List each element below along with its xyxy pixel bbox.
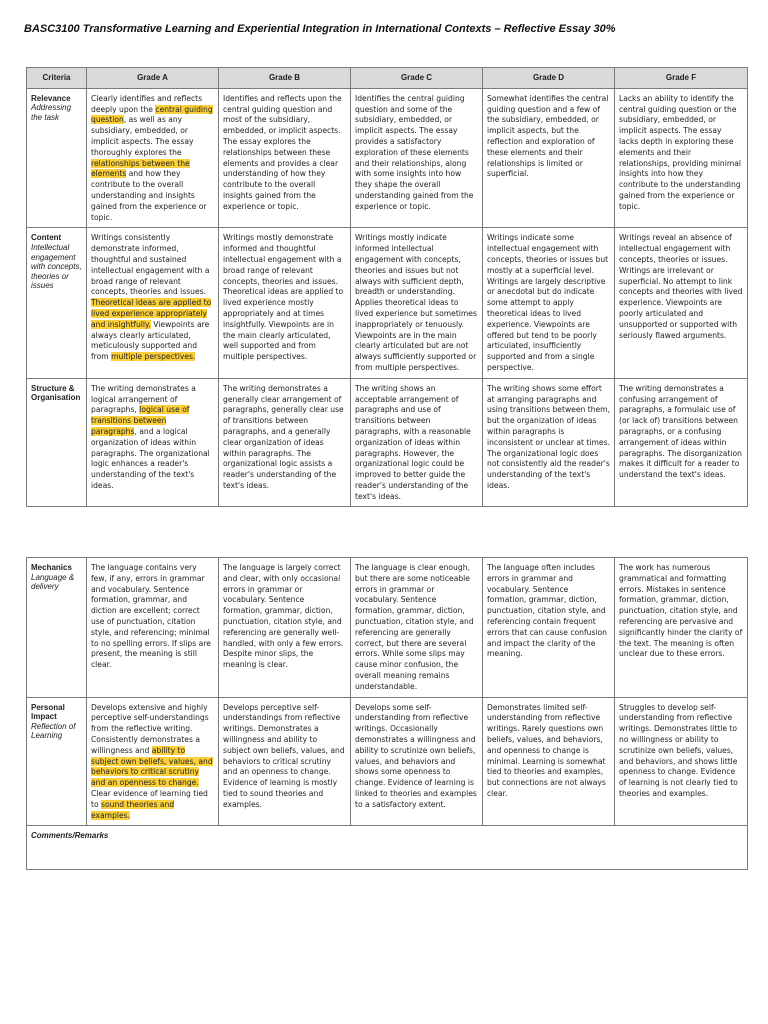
criterion-cell	[27, 228, 87, 378]
header-grade-d: Grade D	[483, 68, 615, 89]
grade-f-descriptor	[615, 697, 748, 826]
descriptor-text: Somewhat identifies the central guiding question and a few of the subsidiary, embedded, or implicit aspects, but the reflection and exploration of these elements and their relationships is limited or superficial.	[487, 93, 609, 179]
criterion-row	[27, 697, 748, 826]
comments-label: Comments/Remarks	[31, 831, 109, 841]
descriptor-text: The language contains very few, if any, errors in grammar and vocabulary. Sentence formation, grammar, and diction are excellent; correct use of punctuation, citation style, and referencing; minimal to no spelling errors. If slips are present, the meaning is still clear.	[91, 563, 211, 670]
grade-a-descriptor	[87, 697, 219, 826]
criterion-cell	[27, 378, 87, 507]
grade-d-descriptor	[483, 228, 615, 378]
header-row	[27, 68, 748, 89]
grade-c-descriptor	[351, 697, 483, 826]
grade-b-descriptor	[219, 228, 351, 378]
descriptor-text: The writing demonstrates a confusing arrangement of paragraphs, a formulaic use of (or lack of) transitions between paragraphs, or a confusing arrangement of ideas within paragraphs. The disorganization makes it difficult for a reader to understand the text's ideas.	[619, 383, 742, 480]
grade-c-descriptor	[351, 378, 483, 507]
descriptor-text: Lacks an ability to identify the central guiding question or the subsidiary, embedded, or implicit aspects. The essay lacks depth in exploring these elements and their relationships, providing minimal insights into how they contribute to the understanding gained from the experience or topic.	[619, 93, 742, 211]
criterion-cell	[27, 558, 87, 698]
grade-a-descriptor	[87, 228, 219, 378]
criterion-name: Personal Impact	[31, 702, 65, 722]
descriptor-text: and how they contribute to the overall understanding and insights gained from the experience or topic.	[91, 169, 207, 222]
descriptor-text: Develops perceptive self-understandings from reflective writings. Demonstrates a willingness and ability to subject own beliefs, values, and behaviors to critical scrutiny and an openness to change. Evidence of learning is mostly tied to sound theories and examples.	[223, 702, 345, 809]
rubric-table-page-1	[26, 67, 748, 507]
descriptor-text: , and a logical organization of ideas within paragraphs. The organizational logic enhances a reader's understanding of the text's ideas.	[91, 426, 210, 490]
descriptor-text: Develops extensive and highly perceptive self-understandings from the reflective writing. Consistently demonstrates a willingness and	[91, 702, 209, 755]
descriptor-text: Clear evidence of learning tied to	[91, 788, 208, 809]
grade-d-descriptor	[483, 558, 615, 698]
criterion-subtitle: Reflection of Learning	[31, 721, 76, 741]
descriptor-text: The language is clear enough, but there are some noticeable errors in grammar or vocabulary. Sentence formation, grammar, diction, punctuation, citation style, and referencing are generally correct, but there are several errors. While some slips may cause minor confusion, the overall meaning remains understandable.	[355, 563, 474, 691]
highlighted-text: sound theories and examples.	[91, 799, 175, 820]
criterion-row	[27, 228, 748, 378]
descriptor-text: Demonstrates limited self-understanding from reflective writings. Rarely questions own beliefs, values, and behaviors, and openness to change is minimal. Learning is somewhat tied to theories and examples, but connections are not always clear.	[487, 702, 606, 798]
highlighted-text: multiple perspectives.	[111, 352, 196, 362]
criterion-subtitle: Intellectual engagement with concepts, theories or issues	[31, 242, 82, 291]
highlighted-text: relationships between the elements	[91, 158, 190, 179]
header-grade-c: Grade C	[351, 68, 483, 89]
criterion-name: Content	[31, 233, 62, 243]
grade-b-descriptor	[219, 558, 351, 698]
header-grade-f: Grade F	[615, 68, 748, 89]
criterion-subtitle: Language & delivery	[31, 572, 75, 592]
descriptor-text: Develops some self-understanding from reflective writings. Occasionally demonstrates a willingness and ability to scrutinize own beliefs, values, and behaviors and shows some openness to change. Evidence of learning is linked to theories and examples to a satisfactory extent.	[355, 702, 477, 809]
header-criteria: Criteria	[27, 68, 87, 89]
highlighted-text: Theoretical ideas are applied to lived experience appropriately and insightfully.	[91, 298, 212, 329]
rubric-table-page-2	[26, 557, 748, 870]
grade-c-descriptor	[351, 88, 483, 228]
criterion-cell	[27, 697, 87, 826]
grade-b-descriptor	[219, 378, 351, 507]
descriptor-text: The writing demonstrates a generally clear arrangement of paragraphs, generally clear use of transitions between paragraphs, and a generally clear organization of ideas within paragraphs. The organizational logic assists a reader's understanding of the text's ideas.	[223, 383, 344, 490]
descriptor-text: Viewpoints are always clearly articulated, meticulously supported and from	[91, 319, 210, 362]
comments-cell[interactable]	[27, 826, 748, 870]
comments-row	[27, 826, 748, 870]
header-grade-b: Grade B	[219, 68, 351, 89]
descriptor-text: The language is largely correct and clear, with only occasional errors in grammar or vocabulary. Sentence formation, grammar, diction, punctuation, citation style, and referencing are generally well-handled, with only a few errors. Despite minor slips, the meaning is clear.	[223, 563, 344, 670]
descriptor-text: Identifies the central guiding question and some of the subsidiary, embedded, or implicit aspects. The essay provides a satisfactory exploration of these elements and their relationships, along with some insights into how they shape the overall understanding gained from the experience or topic.	[355, 93, 474, 211]
grade-f-descriptor	[615, 88, 748, 228]
grade-f-descriptor	[615, 378, 748, 507]
highlighted-text: ability to subject own beliefs, values, and behaviors to critical scrutiny and an openness to change.	[91, 745, 213, 788]
criterion-name: Mechanics	[31, 563, 72, 572]
descriptor-text: Writings reveal an absence of intellectual engagement with concepts, theories or issues. Writings are irrelevant or superficial. No attempt to link concepts and theories with lived experience. Viewpoints are poorly articulated and unsupported or supported with seriously flawed arguments.	[619, 233, 743, 340]
grade-f-descriptor	[615, 228, 748, 378]
grade-c-descriptor	[351, 228, 483, 378]
criterion-row	[27, 88, 748, 228]
grade-d-descriptor	[483, 378, 615, 507]
grade-f-descriptor	[615, 558, 748, 698]
grade-b-descriptor	[219, 697, 351, 826]
descriptor-text: Struggles to develop self-understanding from reflective writings. Demonstrates little to no willingness or ability to scrutinize own beliefs, values, and behaviors, and shows little openness to change. Evidence of learning is not clearly tied to theories and examples.	[619, 702, 738, 798]
descriptor-text: Writings mostly indicate informed intellectual engagement with concepts, theories and issues but not always with sufficient depth, breadth or understanding. Applies theoretical ideas to lived experience but sometimes inappropriately or tenuously. Viewpoints are in the main clearly articulated but are not always sufficiently supported or from multiple perspectives.	[355, 233, 477, 372]
criterion-row	[27, 558, 748, 698]
descriptor-text: The writing shows an acceptable arrangement of paragraphs and use of transitions between paragraphs, with a reasonable organization of ideas within paragraphs. However, the organizational logic could be improved to better guide the reader's understanding of the text's ideas.	[355, 383, 471, 501]
descriptor-text: , as well as any subsidiary, embedded, or implicit aspects. The essay thoroughly explores the	[91, 115, 194, 157]
descriptor-text: Writings mostly demonstrate informed and thoughtful intellectual engagement with a broad range of relevant concepts, theories and issues. Theoretical ideas are applied to lived experience mostly appropriately and at times insightfully. Viewpoints are in the main clearly articulated, well supported and from multiple perspectives.	[223, 233, 344, 362]
grade-a-descriptor	[87, 558, 219, 698]
grade-d-descriptor	[483, 88, 615, 228]
descriptor-text: The work has numerous grammatical and formatting errors. Mistakes in sentence formation, grammar, diction, punctuation, citation style, and referencing are pervasive and significantly hinder the clarity of the text. The meaning is often unclear due to these errors.	[619, 563, 743, 659]
descriptor-text: The writing demonstrates a logical arrangement of paragraphs,	[91, 383, 196, 415]
criterion-row	[27, 378, 748, 507]
criterion-name: Structure & Organisation	[31, 383, 81, 403]
descriptor-text: The language often includes errors in grammar and vocabulary. Sentence formation, grammar, diction, punctuation, citation style, and referencing contain frequent errors that can cause confusion and impact the clarity of the meaning.	[487, 563, 607, 659]
grade-c-descriptor	[351, 558, 483, 698]
highlighted-text: logical use of transitions between paragraphs	[91, 405, 190, 436]
grade-a-descriptor	[87, 88, 219, 228]
grade-b-descriptor	[219, 88, 351, 228]
criterion-subtitle: Addressing the task	[31, 103, 72, 122]
grade-d-descriptor	[483, 697, 615, 826]
criterion-name: Relevance	[31, 93, 71, 103]
document-title: BASC3100 Transformative Learning and Experiential Integration in International Contexts – Reflective Essay 30%	[24, 23, 616, 35]
descriptor-text: Writings indicate some intellectual engagement with concepts, theories or issues but mostly at a superficial level. Writings are largely descriptive or anecdotal but do indicate some attempt to apply theoretical ideas to lived experience. Viewpoints are offered but tend to be poorly articulated, insufficiently supported and from a single perspective.	[487, 233, 609, 372]
descriptor-text: Clearly identifies and reflects deeply upon the	[91, 93, 203, 114]
descriptor-text: The writing shows some effort at arranging paragraphs and using transitions between them, but the organization of ideas within paragraphs is inconsistent or unclear at times. The organizational logic does not consistently aid the reader's understanding of the text's ideas.	[487, 383, 610, 490]
grade-a-descriptor	[87, 378, 219, 507]
highlighted-text: central guiding question	[91, 104, 213, 125]
descriptor-text: Writings consistently demonstrate informed, thoughtful and sustained intellectual engagement with a broad range of relevant concepts, theories and issues.	[91, 233, 210, 297]
criterion-cell	[27, 88, 87, 228]
header-grade-a: Grade A	[87, 68, 219, 89]
descriptor-text: Identifies and reflects upon the central guiding question and most of the subsidiary, embedded, or implicit aspects. The essay explores the relationships between these elements and provides a clear understanding of how they contribute to the overall insights gained from the experience or topic.	[223, 93, 342, 211]
